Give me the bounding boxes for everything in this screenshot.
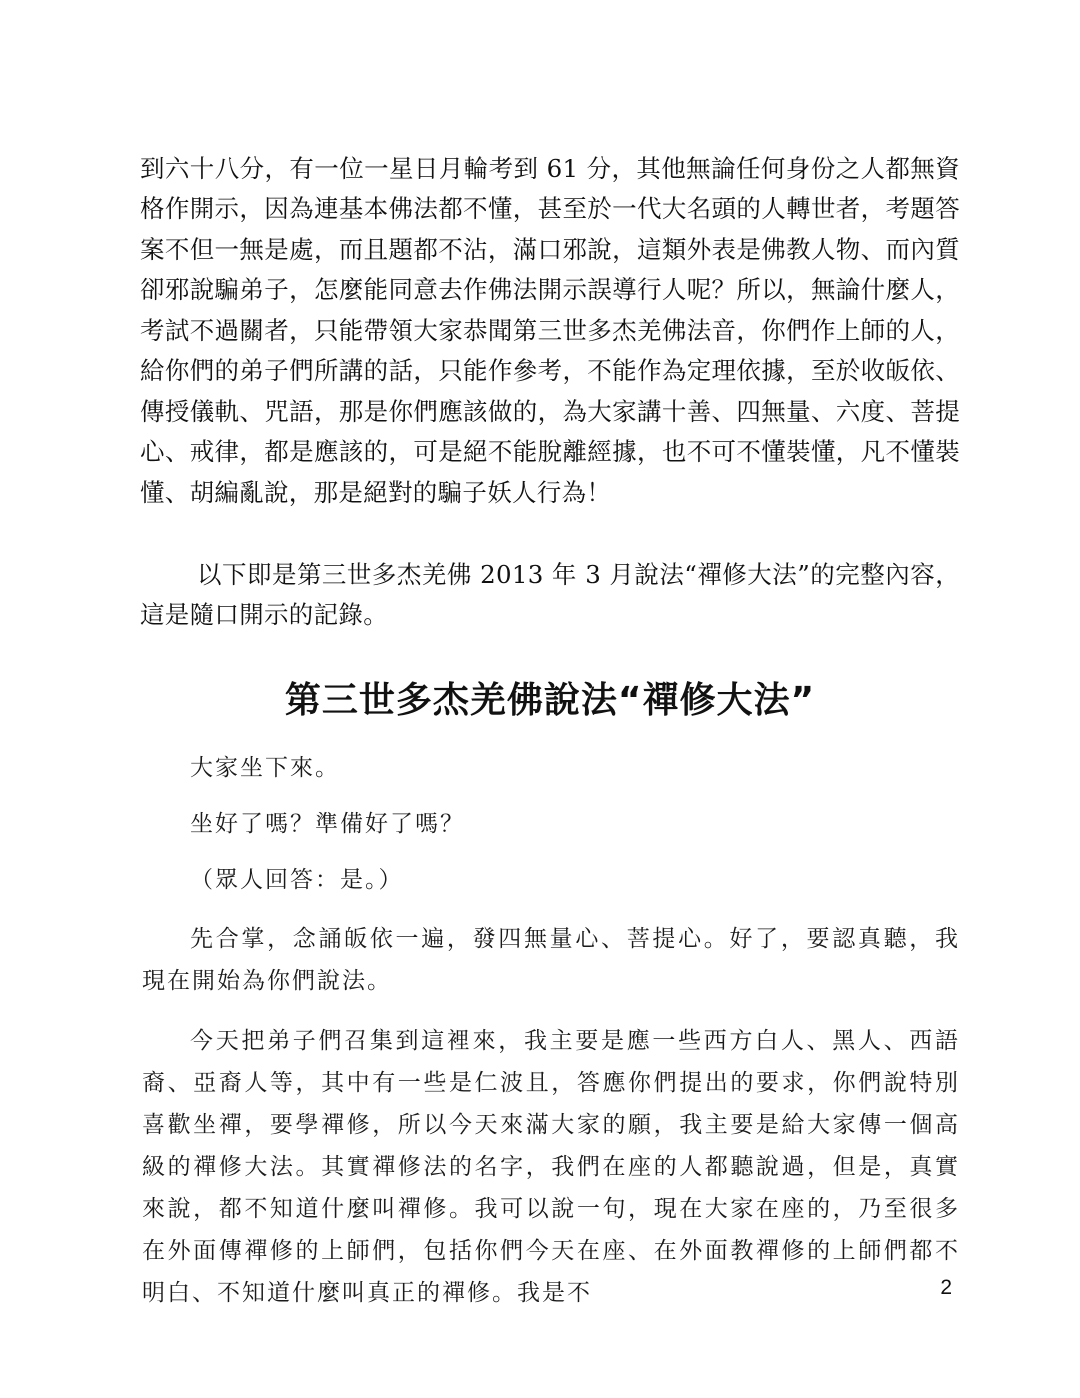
page-number: 2 — [940, 1276, 952, 1299]
talk-paragraph-today: 今天把弟子們召集到這裡來，我主要是應一些西方白人、黑人、西語裔、亞裔人等，其中有一些是仁波且，答應你們提出的要求，你們說特別喜歡坐禪，要學禪修，所以今天來滿大家的願，我主要是給大家傳一個高級的禪修大法。其實禪修法的名字，我們在座的人都聽說過，但是，真實來說，都不知道什麼叫禪修。我可以說一句，現在大家在座的，乃至很多在外面傳禪修的上師們，包括你們今天在座、在外面教禪修的上師們都不明白、不知道什麼叫真正的禪修。我是不 — [142, 1028, 960, 1306]
section-title: 第三世多杰羌佛說法“禪修大法” — [284, 680, 816, 722]
talk-line-sit-down: 大家坐下來。 — [190, 755, 340, 781]
talk-line-audience-reply: （眾人回答：是。） — [190, 867, 404, 893]
intro-paragraph: 到六十八分，有一位一星日月輪考到 61 分，其他無論任何身份之人都無資格作開示，因為連基本佛法都不懂，甚至於一代大名頭的人轉世者，考題答案不但一無是處，而且題都不沾，滿口邪說，這類外表是佛教人物、而內質卻邪說騙弟子，怎麼能同意去作佛法開示誤導行人呢？所以，無論什麼人，考試不過關者，只能帶領大家恭聞第三世多杰羌佛法音，你們作上師的人，給你們的弟子們所講的話，只能作參考，不能作為定理依據，至於收皈依、傳授儀軌、咒語，那是你們應該做的，為大家講十善、四無量、六度、菩提心、戒律，都是應該的，可是絕不能脫離經據，也不可不懂裝懂，凡不懂裝懂、胡編亂說，那是絕對的騙子妖人行為！ — [140, 153, 960, 507]
talk-paragraph-join-palms: 先合掌，念誦皈依一遍，發四無量心、菩提心。好了，要認真聽，我現在開始為你們說法。 — [142, 926, 960, 994]
following-content-paragraph: 以下即是第三世多杰羌佛 2013 年 3 月說法“禪修大法”的完整內容，這是隨口開示的記錄。 — [140, 559, 960, 629]
talk-line-ready: 坐好了嗎？準備好了嗎？ — [190, 811, 465, 837]
